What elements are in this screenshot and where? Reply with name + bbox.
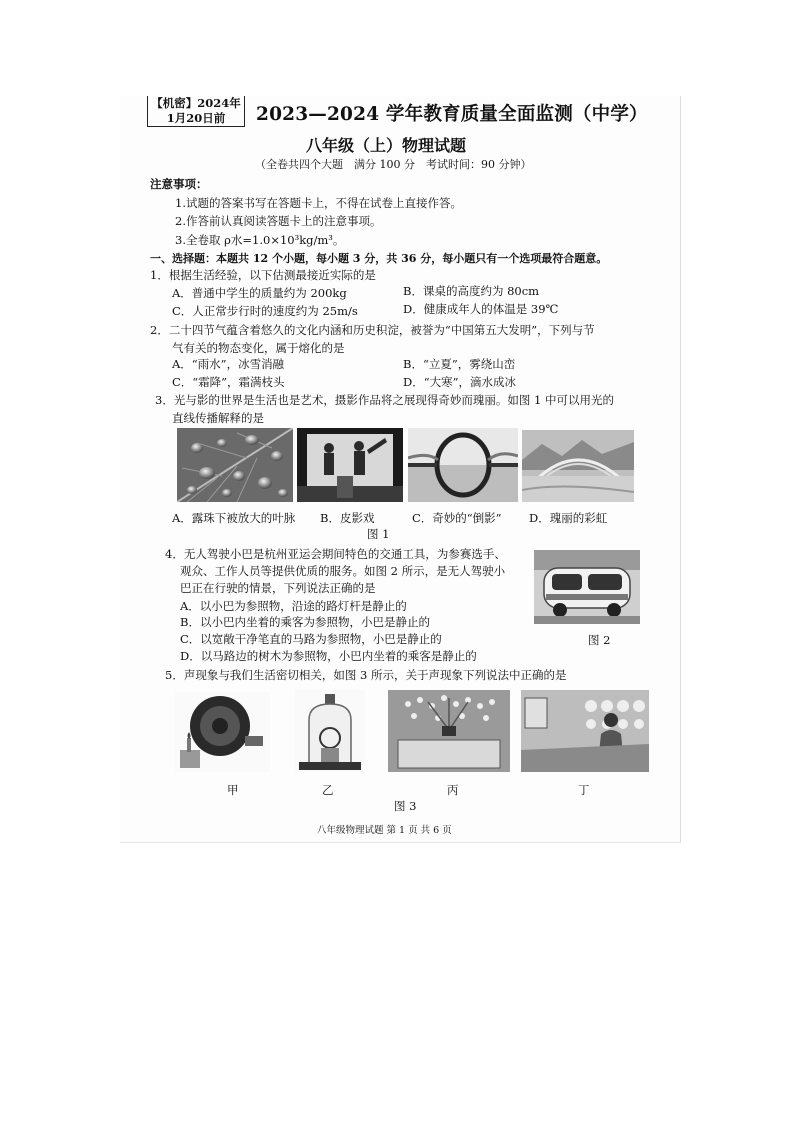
exam-subtitle: 八年级（上）物理试题 bbox=[306, 136, 467, 155]
figure-1-label: 图 1 bbox=[367, 527, 390, 541]
figure-3-label-bing: 丙 bbox=[447, 783, 459, 797]
q3-option-c: C．奇妙的“倒影” bbox=[412, 511, 502, 525]
figure-3-label-ding: 丁 bbox=[578, 783, 590, 797]
q4-option-c: C．以宽敞干净笔直的马路为参照物，小巴是静止的 bbox=[180, 632, 442, 646]
driverless-bus-photo bbox=[534, 550, 640, 624]
q2-option-b: B．“立夏”，雾绕山峦 bbox=[403, 357, 516, 371]
q1-option-a: A．普通中学生的质量约为 200kg bbox=[172, 286, 347, 300]
q3-option-a: A．露珠下被放大的叶脉 bbox=[172, 511, 296, 525]
q4-option-d: D．以马路边的树木为参照物，小巴内坐着的乘客是静止的 bbox=[180, 649, 477, 663]
figure-3-label: 图 3 bbox=[394, 799, 417, 813]
bell-jar-photo bbox=[295, 690, 365, 772]
q3-option-d: D．瑰丽的彩虹 bbox=[529, 511, 608, 525]
notice-item-1: 1.试题的答案书写在答题卡上，不得在试卷上直接作答。 bbox=[175, 196, 462, 210]
q2-stem-line-2: 气有关的物态变化，属于熔化的是 bbox=[172, 341, 345, 355]
confidential-stamp bbox=[147, 96, 245, 127]
factory-worker-photo bbox=[521, 690, 649, 772]
q3-option-b: B．皮影戏 bbox=[320, 511, 375, 525]
figure-2-label: 图 2 bbox=[588, 633, 611, 647]
notice-item-3: 3.全卷取 ρ水=1.0×10³kg/m³。 bbox=[175, 233, 345, 247]
q4-option-a: A．以小巴为参照物，沿途的路灯杆是静止的 bbox=[180, 599, 407, 613]
stamp-line-2: 1月20日前 bbox=[166, 111, 226, 125]
notice-item-2: 2.作答前认真阅读答题卡上的注意事项。 bbox=[175, 214, 382, 228]
leaf-dewdrop-photo bbox=[177, 428, 293, 502]
q3-stem-line-2: 直线传播解释的是 bbox=[172, 411, 264, 425]
q2-option-a: A．“雨水”，冰雪消融 bbox=[172, 357, 285, 371]
q2-option-c: C．“霜降”，霜满枝头 bbox=[172, 375, 285, 389]
q4-stem-line-2: 观众、工作人员等提供优质的服务。如图 2 所示，是无人驾驶小 bbox=[180, 564, 506, 578]
figure-3-label-jia: 甲 bbox=[227, 783, 239, 797]
exam-meta: （全卷共四个大题 满分 100 分 考试时间：90 分钟） bbox=[255, 158, 532, 171]
shadow-puppet-photo bbox=[297, 428, 403, 502]
q3-stem-line-1: 3．光与影的世界是生活也是艺术，摄影作品将之展现得奇妙而瑰丽。如图 1 中可以用光的 bbox=[155, 393, 614, 407]
q4-stem-line-3: 巴正在行驶的情景，下列说法正确的是 bbox=[180, 581, 376, 595]
speaker-candle-photo bbox=[175, 692, 270, 772]
section-heading: 一、选择题：本题共 12 个小题，每小题 3 分，共 36 分，每小题只有一个选项最符合题意。 bbox=[150, 252, 608, 265]
q1-option-c: C．人正常步行时的速度约为 25m/s bbox=[172, 304, 358, 318]
q5-stem: 5．声现象与我们生活密切相关，如图 3 所示，关于声现象下列说法中正确的是 bbox=[165, 668, 567, 682]
exam-title: 2023—2024 学年教育质量全面监测（中学） bbox=[256, 104, 648, 125]
q2-stem-line-1: 2．二十四节气蕴含着悠久的文化内涵和历史积淀，被誉为“中国第五大发明”，下列与节 bbox=[150, 323, 595, 337]
rainbow-photo bbox=[522, 430, 634, 502]
q1-option-d: D．健康成年人的体温是 39℃ bbox=[403, 302, 559, 316]
stamp-line-1: 【机密】2024年 bbox=[151, 96, 241, 110]
q2-option-d: D．“大寒”，滴水成冰 bbox=[403, 375, 516, 389]
figure-3-label-yi: 乙 bbox=[322, 783, 334, 797]
q4-stem-line-1: 4．无人驾驶小巴是杭州亚运会期间特色的交通工具，为参赛选手、 bbox=[165, 547, 506, 561]
q1-option-b: B．课桌的高度约为 80cm bbox=[403, 284, 540, 298]
notice-heading: 注意事项： bbox=[150, 177, 208, 191]
page-footer: 八年级物理试题 第 1 页 共 6 页 bbox=[317, 825, 452, 836]
q4-option-b: B．以小巴内坐着的乘客为参照物，小巴是静止的 bbox=[180, 615, 430, 629]
bridge-reflection-photo bbox=[408, 428, 518, 502]
q1-stem: 1．根据生活经验，以下估测最接近实际的是 bbox=[150, 268, 376, 282]
chime-bells-photo bbox=[388, 690, 510, 772]
